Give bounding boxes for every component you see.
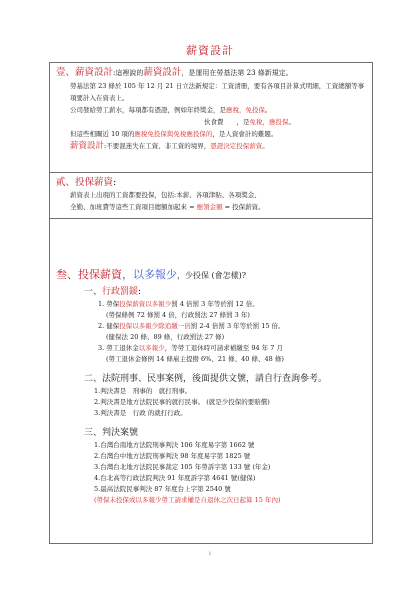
- case-number: 5.最高法院民事判決 87 年度台上字第 2540 號: [94, 485, 231, 493]
- section-insured-salary: [50, 173, 372, 219]
- fine-item: 3. 勞工退休金以多報少，等勞工退休時可請求補繳至 94 年 7 月: [98, 344, 283, 352]
- case-number: 4.台北高等行政法院判決 91 年度訴字第 4641 號(健保): [94, 474, 256, 482]
- content-box: [49, 62, 373, 544]
- fine-item: 1. 勞保投保薪資以多報少罰 4 倍罰 3 年等於罰 12 倍。: [98, 300, 259, 308]
- subheading-case-numbers: 三、判決案號: [84, 428, 139, 438]
- section-under-reporting: [50, 219, 372, 543]
- case-number: 1.台灣台南地方法院刑事判決 106 年度易字第 1662 號: [94, 441, 255, 449]
- claim-period-note: (勞保未投保或以多報少勞工請求權是自退休之次日起算 15 年內): [94, 496, 281, 504]
- paragraph-meal: 伙食費 ，是免稅，應投保。: [204, 118, 295, 126]
- page-number: 1: [208, 551, 212, 557]
- section-3-heading: 叁、投保薪資，以多報少，少投保 (會怎樣)?: [56, 268, 247, 281]
- document-title: 薪資設計: [186, 44, 234, 57]
- paragraph-law-article: 勞基法第 23 條於 105 年 12 月 21 日立法新規定：工資清冊，要有各項目計算式明細，工資總額等事項要計入在資表上。: [70, 82, 365, 102]
- paragraph-total: 全勤、加班費等這些工資項目總額加起來 = 應領金額 = 投保薪資。: [70, 203, 265, 211]
- fine-item-note: (勞保條例 72 條罰 4 倍，行政罰法 27 條罰 3 年): [106, 311, 250, 319]
- subheading-admin-fine: 一、行政罰鍰:: [84, 287, 142, 297]
- paragraph-wage-items: 薪資表上出現的工資都要投保，包括:本薪、各項津貼、各項獎金、: [70, 191, 261, 199]
- fine-item: 2. 健保投保以多報少除追繳一倍罰 2-4 倍罰 3 年等於罰 15 倍。: [98, 322, 285, 330]
- case-number: 2.台灣台中地方法院刑事判決 98 年度易字第 1825 號: [94, 452, 251, 460]
- paragraph-difficulty: 但這些相關近 10 項的應稅免投保與免稅應投保的，是人資會計的難題。: [70, 130, 278, 138]
- section-salary-design: [50, 63, 372, 173]
- case-number: 3.台灣台北地方法院民事裁定 105 年勞訴字第 133 號 (年金): [94, 463, 271, 471]
- case-instruction: 2.判決書是地方法院民事的就打民事。 (就是少投保的要賠償): [94, 398, 270, 406]
- paragraph-bonus: 公司發給勞工薪水，每項都有憑證，例如年終獎金，是應稅，免投保。: [70, 106, 272, 114]
- case-instruction: 3.判決書是 行政 的就打行政。: [94, 409, 187, 417]
- case-instruction: 1.判決書是 刑事的 就打刑事。: [94, 387, 192, 395]
- section-2-heading: 貳、投保薪資:: [56, 177, 117, 188]
- fine-item-note: (勞工退休金條例 14 條雇主提撥 6%、21 條、40 條、48 條): [106, 355, 284, 363]
- subheading-court-cases: 二、法院刑事、民事案例，後面提供文號，請自行查詢參考。: [84, 374, 328, 384]
- fine-item-note: (健保法 20 條、89 條，行政罰法 27 條): [106, 333, 225, 341]
- paragraph-conclusion: 薪資設計:不要混迷失在工資、非工資的境界，憑證決定投保薪資。: [70, 141, 269, 151]
- section-1-heading: 壹、薪資設計:這裡說的薪資設計，是運用在勞基法第 23 條新規定。: [56, 67, 293, 78]
